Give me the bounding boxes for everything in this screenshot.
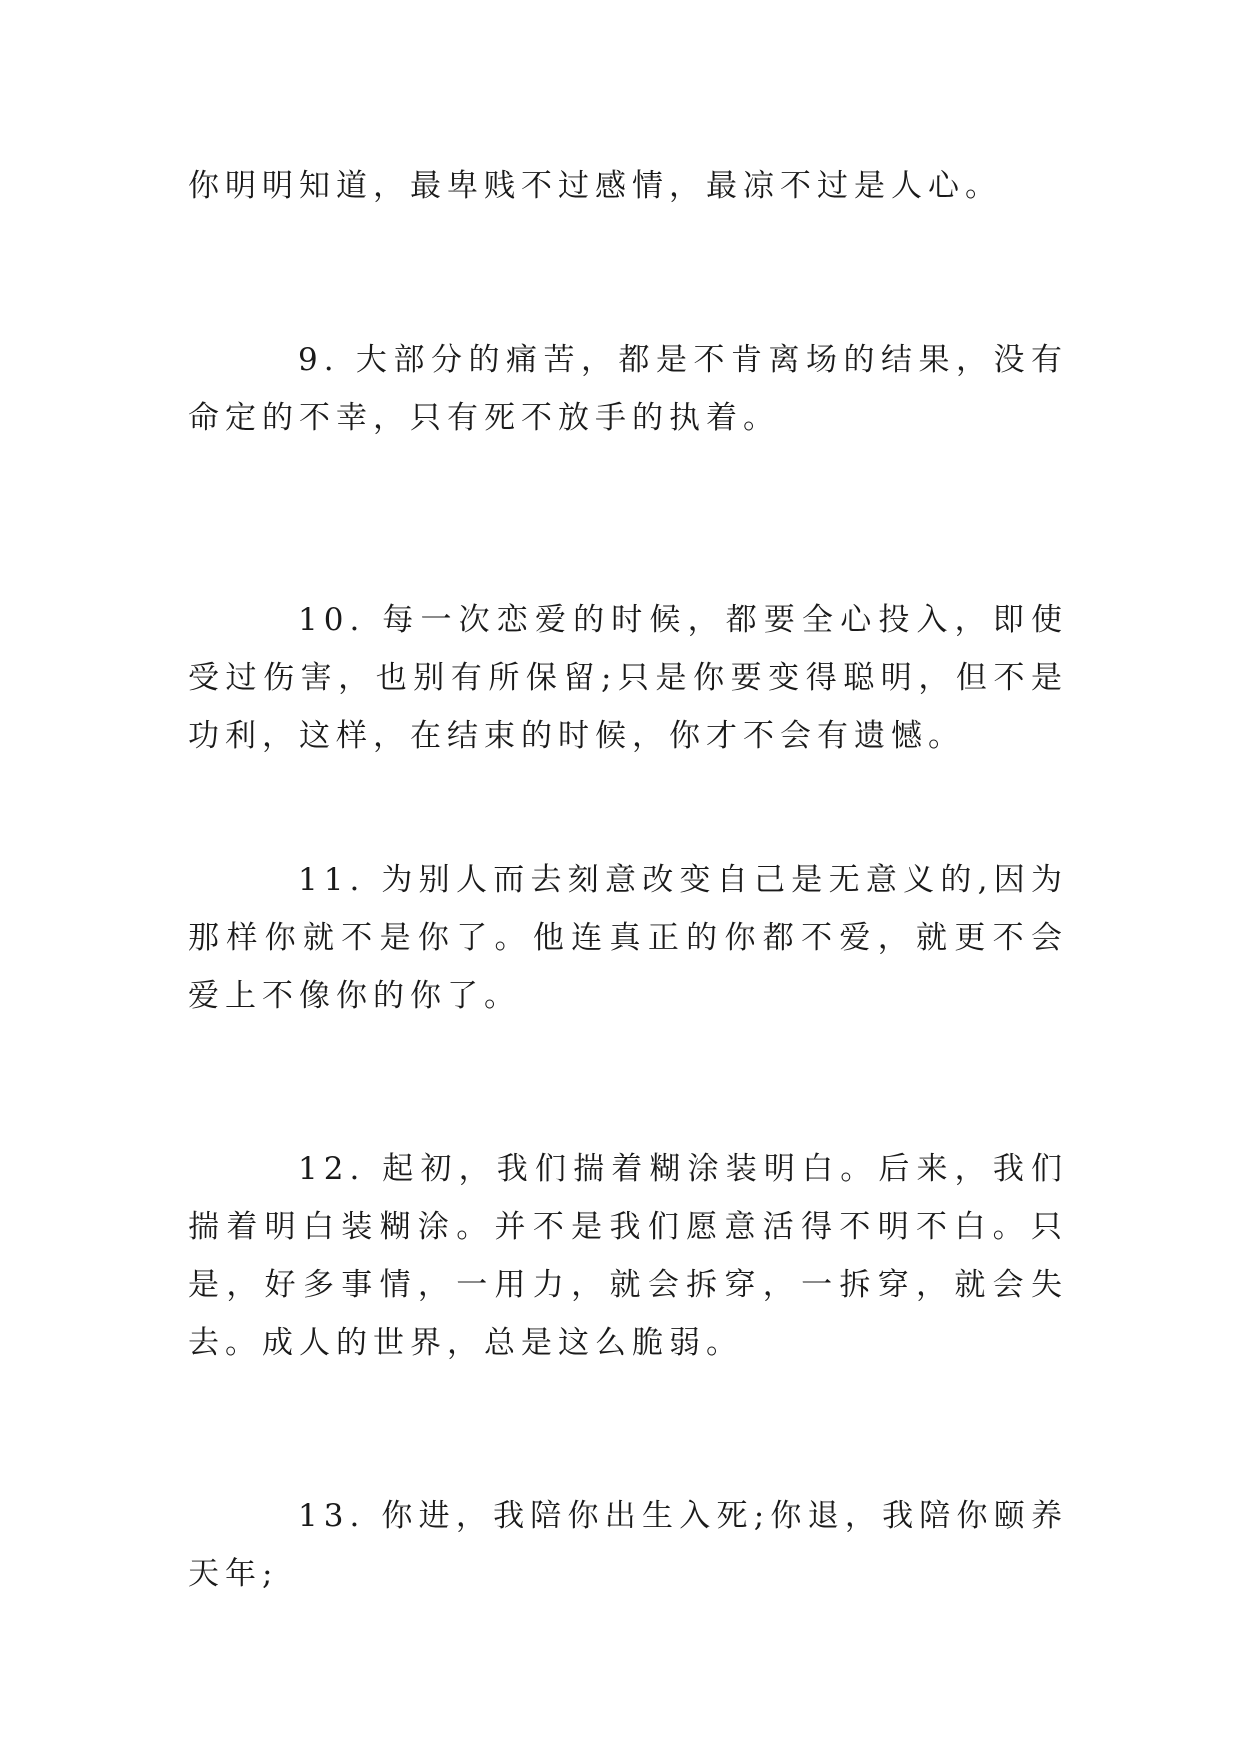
- paragraph-10: 10. 每一次恋爱的时候，都要全心投入，即使受过伤害，也别有所保留;只是你要变得聪明，但不是功利，这样，在结束的时候，你才不会有遗憾。: [188, 602, 1068, 754]
- paragraph-13: 13. 你进，我陪你出生入死;你退，我陪你颐养天年;: [188, 1498, 1068, 1592]
- paragraph-9: 9. 大部分的痛苦，都是不肯离场的结果，没有命定的不幸，只有死不放手的执着。: [188, 342, 1068, 436]
- paragraph-continuation: 你明明知道，最卑贱不过感情，最凉不过是人心。: [188, 168, 1002, 204]
- paragraph-12: 12. 起初，我们揣着糊涂装明白。后来，我们揣着明白装糊涂。并不是我们愿意活得不明不白。只是，好多事情，一用力，就会拆穿，一拆穿，就会失去。成人的世界，总是这么脆弱。: [188, 1151, 1068, 1361]
- paragraph-11: 11. 为别人而去刻意改变自己是无意义的,因为那样你就不是你了。他连真正的你都不爱，就更不会爱上不像你的你了。: [188, 862, 1068, 1014]
